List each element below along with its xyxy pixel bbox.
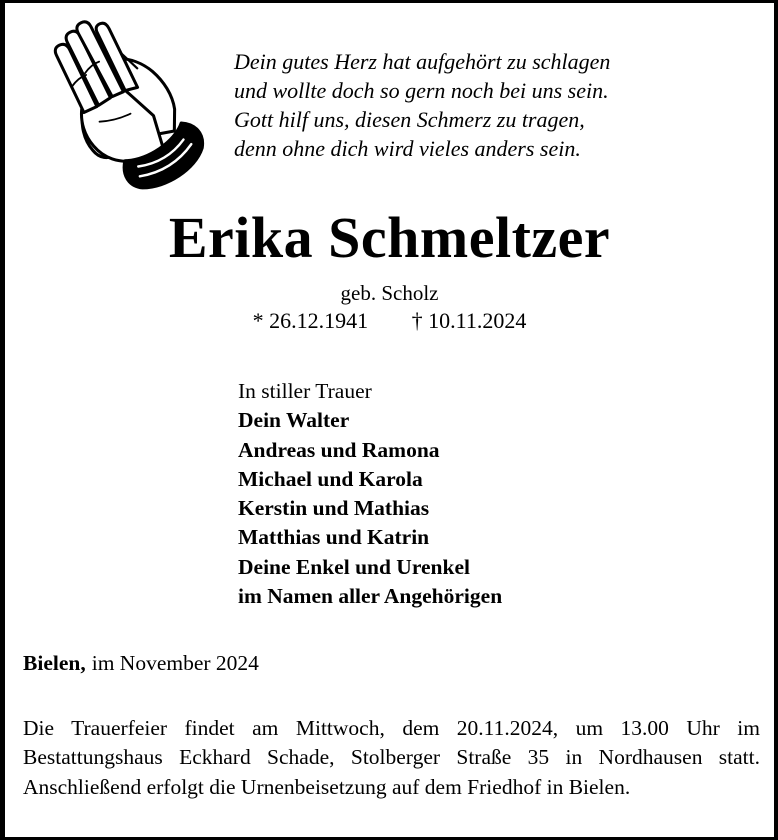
dateline-place: Bielen, <box>23 651 86 675</box>
mourner: Dein Walter <box>238 408 350 433</box>
mourner: im Namen aller Angehörigen <box>238 584 503 609</box>
mourner: Andreas und Ramona <box>238 437 440 462</box>
poem-line: und wollte doch so gern noch bei uns sein. <box>234 78 609 103</box>
funeral-details <box>23 714 760 802</box>
memorial-poem <box>234 47 610 163</box>
deceased-name: Erika Schmeltzer <box>168 205 611 270</box>
funeral-line: Die Trauerfeier findet am Mittwoch, dem 20.11.2024, um 13.00 Uhr im <box>23 716 760 740</box>
poem-line: Gott hilf uns, diesen Schmerz zu tragen, <box>234 107 585 132</box>
mourners-block <box>238 377 502 611</box>
death-date: † 10.11.2024 <box>411 308 527 333</box>
birth-date: * 26.12.1941 <box>252 308 369 333</box>
mourning-intro: In stiller Trauer <box>238 379 372 403</box>
poem-line: denn ohne dich wird vieles anders sein. <box>234 136 581 161</box>
funeral-line: Bestattungshaus Eckhard Schade, Stolberger Straße 35 in Nordhausen statt. <box>23 745 760 770</box>
maiden-name: geb. Scholz <box>340 281 439 305</box>
mourner: Deine Enkel und Urenkel <box>238 554 470 579</box>
life-dates <box>5 308 774 334</box>
dateline <box>23 651 259 676</box>
dateline-date: im November 2024 <box>91 651 259 675</box>
poem-line: Dein gutes Herz hat aufgehört zu schlagen <box>234 49 611 74</box>
praying-hands-icon <box>35 15 213 187</box>
mourner: Kerstin und Mathias <box>238 496 430 521</box>
mourner: Matthias und Katrin <box>238 525 430 550</box>
funeral-line: Anschließend erfolgt die Urnenbeisetzung auf dem Friedhof in Bielen. <box>23 774 631 799</box>
mourner: Michael und Karola <box>238 466 423 491</box>
